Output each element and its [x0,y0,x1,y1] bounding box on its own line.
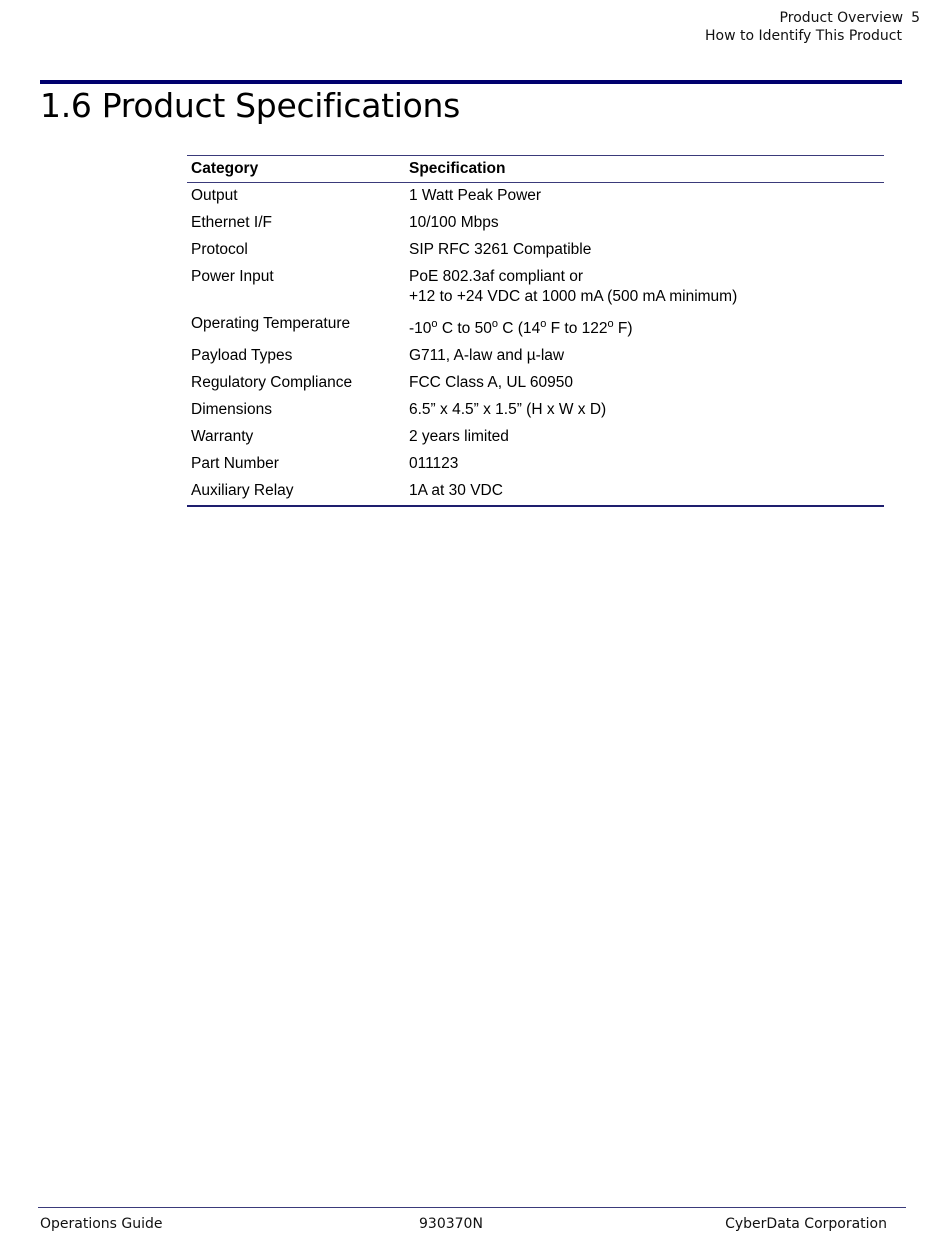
spec-line: PoE 802.3af compliant or [409,268,584,285]
running-header [705,9,920,45]
table-row [187,264,884,311]
spec-cell: SIP RFC 3261 Compatible [409,241,592,258]
spec-cell: 1 Watt Peak Power [409,187,542,204]
header-subsection-title: How to Identify This Product [704,28,902,44]
footer-rule [38,1207,906,1208]
spec-cell: 2 years limited [409,428,509,446]
category-cell: Regulatory Compliance [191,374,353,392]
page-number: 5 [911,10,920,26]
spec-cell: FCC Class A, UL 60950 [409,374,573,392]
running-header-section [705,9,920,27]
category-cell: Ethernet I/F [191,214,272,231]
table-row [187,478,884,506]
column-header-specification: Specification [405,156,884,183]
degree-mark: o [607,318,614,330]
table-row [187,370,884,397]
header-section-title: Product Overview [779,10,904,26]
category-cell: Payload Types [191,347,293,365]
spec-cell: 10/100 Mbps [409,214,499,231]
footer-document-title: Operations Guide [40,1216,163,1232]
spec-cell [405,264,884,311]
table-row [187,451,884,478]
degree-mark: o [540,318,547,330]
degree-mark: o [491,318,498,330]
table-row [187,343,884,370]
category-cell: Protocol [191,241,248,258]
column-header-category: Category [187,156,405,183]
table-row [187,424,884,451]
table-row [187,311,884,343]
spec-cell: 1A at 30 VDC [405,478,884,506]
table-row [187,183,884,211]
degree-mark: o [431,318,438,330]
footer-company-name: CyberData Corporation [725,1216,887,1232]
category-cell: Auxiliary Relay [187,478,405,506]
spec-cell: -10$^o$ C to 50$^o$ C (14$^o$ F to 122$^o$ F) [409,318,633,338]
category-cell: Operating Temperature [191,315,351,332]
spec-cell: 011123 [409,455,459,473]
category-cell: Dimensions [191,401,272,419]
title-rule [40,80,902,84]
category-cell: Output [191,187,238,204]
page-title: 1.6 Product Specifications [40,86,461,125]
table-row [187,397,884,424]
spec-line: +12 to +24 VDC at 1000 mA (500 mA minimum) [409,288,738,305]
spec-cell: G711, A-law and µ-law [409,347,565,365]
table-row [187,237,884,264]
table-row [187,210,884,237]
category-cell: Part Number [191,455,279,473]
specifications-table [187,155,884,507]
footer-document-number: 930370N [419,1216,483,1232]
category-cell: Power Input [191,268,274,285]
table-header-row [187,156,884,183]
category-cell: Warranty [191,428,254,446]
spec-cell: 6.5” x 4.5” x 1.5” (H x W x D) [409,401,607,419]
